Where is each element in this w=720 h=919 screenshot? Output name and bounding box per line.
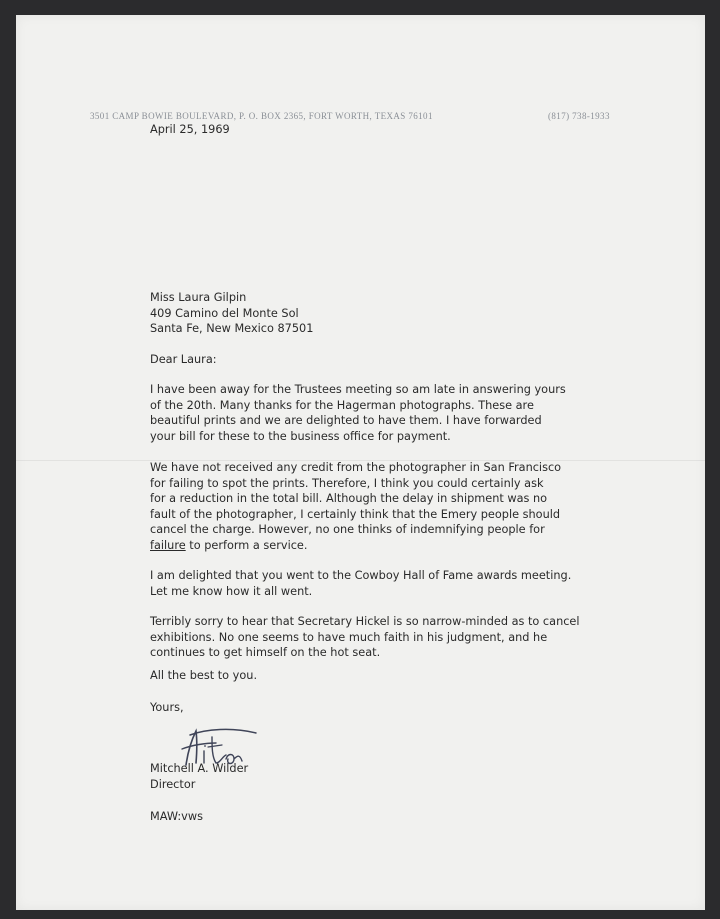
- reference-initials: MAW:vws: [150, 810, 203, 823]
- recipient-line: 409 Camino del Monte Sol: [150, 306, 299, 320]
- complimentary-close: Yours,: [150, 701, 184, 714]
- paragraph-line: your bill for these to the business office for payment.: [150, 429, 451, 443]
- paragraph-1: [150, 382, 566, 444]
- paragraph-line: We have not received any credit from the photographer in San Francisco: [150, 461, 562, 474]
- letterhead-phone: (817) 738-1933: [548, 111, 610, 121]
- paragraph-2: [150, 460, 561, 553]
- paragraph-line: I am delighted that you went to the Cowboy Hall of Fame awards meeting.: [150, 569, 572, 582]
- paragraph-line: continues to get himself on the hot seat.: [150, 646, 381, 659]
- salutation: Dear Laura:: [150, 353, 217, 366]
- paragraph-line: Let me know how it all went.: [150, 584, 313, 598]
- paragraph-line: I have been away for the Trustees meeting so am late in answering yours: [150, 383, 566, 396]
- paragraph-line: exhibitions. No one seems to have much faith in his judgment, and he: [150, 630, 548, 644]
- recipient-line: Miss Laura Gilpin: [150, 291, 247, 304]
- signer-title: Director: [150, 777, 196, 791]
- paragraph-line-last: [150, 538, 561, 554]
- signer-name: Mitchell A. Wilder: [150, 762, 249, 775]
- recipient-line: Santa Fe, New Mexico 87501: [150, 322, 314, 335]
- paragraph-line: Terribly sorry to hear that Secretary Hickel is so narrow-minded as to cancel: [150, 615, 580, 628]
- paragraph-line-rest: to perform a service.: [185, 538, 308, 552]
- paragraph-line: of the 20th. Many thanks for the Hagerman photographs. These are: [150, 398, 534, 412]
- paragraph-line: for a reduction in the total bill. Although the delay in shipment was no: [150, 492, 548, 505]
- closing-line: All the best to you.: [150, 669, 258, 682]
- paragraph-3: [150, 568, 571, 599]
- paragraph-line: cancel the charge. However, no one thinks of indemnifying people for: [150, 523, 545, 536]
- paragraph-line: beautiful prints and we are delighted to have them. I have forwarded: [150, 414, 542, 427]
- paragraph-line: fault of the photographer, I certainly think that the Emery people should: [150, 507, 561, 521]
- recipient-address: [150, 290, 313, 337]
- signer-block: [150, 761, 248, 792]
- letter-date: April 25, 1969: [150, 123, 230, 136]
- underlined-word: failure: [150, 538, 186, 552]
- paragraph-line: for failing to spot the prints. Therefore, I think you could certainly ask: [150, 476, 544, 490]
- letterhead-address: 3501 CAMP BOWIE BOULEVARD, P. O. BOX 2365, FORT WORTH, TEXAS 76101: [90, 111, 433, 121]
- letterhead: [90, 111, 650, 121]
- paragraph-4: [150, 614, 580, 661]
